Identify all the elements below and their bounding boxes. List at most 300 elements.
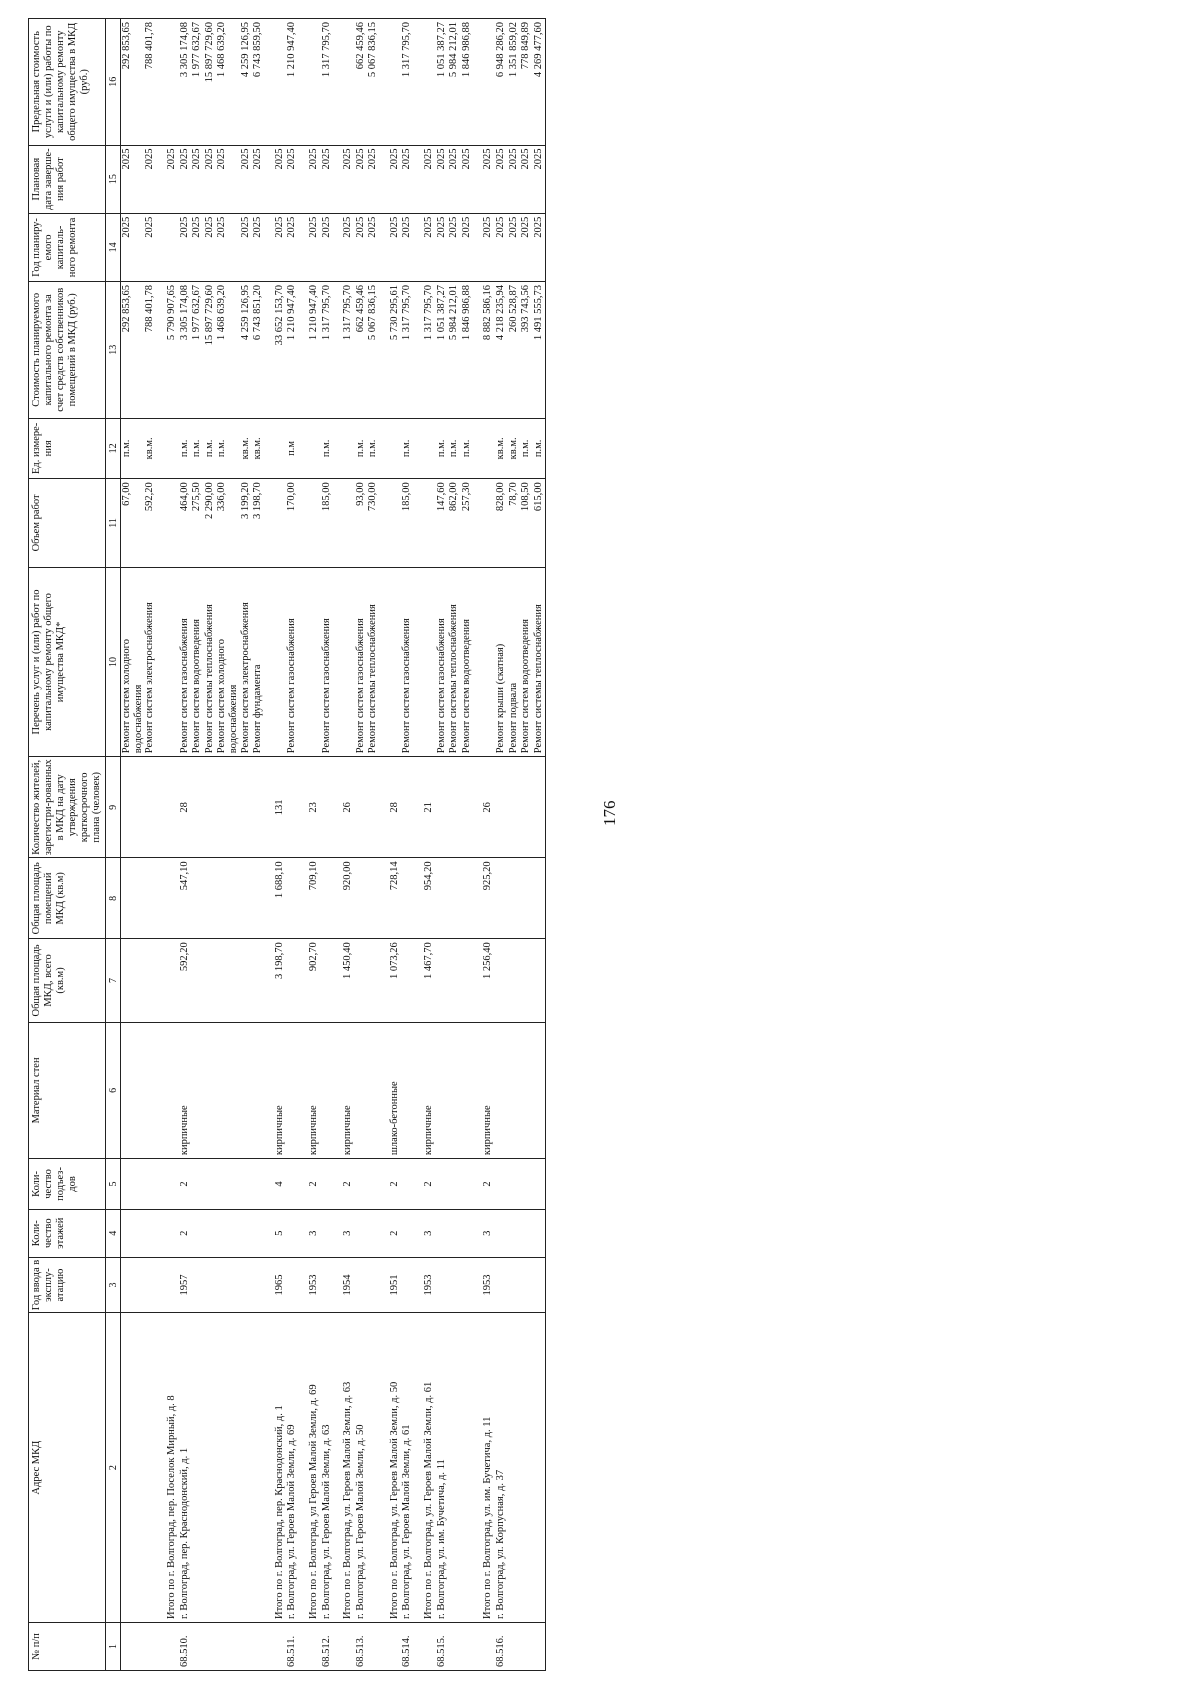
table-row (482, 19, 495, 1671)
cell-col-9 (286, 757, 299, 858)
colnum-15: 15 (106, 145, 121, 213)
spacer-cell (299, 1159, 308, 1210)
cell-col-2: г. Волгоград, ул. Героев Малой Земли, д. 61 (401, 1313, 414, 1623)
cell-col-10: Ремонт системы теплоснабжения (204, 567, 217, 757)
cell-col-9 (461, 757, 474, 858)
cell-col-3 (252, 1257, 265, 1313)
spacer-cell (265, 757, 274, 858)
cell-col-1 (423, 1622, 436, 1670)
cell-col-8 (252, 858, 265, 939)
cell-col-9: 28 (179, 757, 192, 858)
table-row (166, 19, 179, 1671)
cell-col-10 (308, 567, 321, 757)
cell-col-5: 2 (179, 1159, 192, 1210)
cell-col-1: 68.511. (286, 1622, 299, 1670)
cell-col-4 (448, 1209, 461, 1257)
cell-col-7: 3 198,70 (274, 939, 287, 1022)
cell-col-3: 1953 (482, 1257, 495, 1313)
cell-col-16: 1 351 859,02 (508, 19, 521, 146)
cell-col-7 (533, 939, 546, 1022)
cell-col-15: 2025 (274, 145, 287, 213)
cell-col-4: 2 (179, 1209, 192, 1257)
cell-col-11: 2 290,00 (204, 479, 217, 567)
cell-col-4 (240, 1209, 253, 1257)
cell-col-4: 3 (308, 1209, 321, 1257)
cell-col-7 (144, 939, 157, 1022)
cell-col-6: кирпичные (274, 1022, 287, 1159)
cell-col-6: кирпичные (423, 1022, 436, 1159)
cell-col-14: 2025 (423, 213, 436, 281)
cell-col-4 (436, 1209, 449, 1257)
cell-col-7: 902,70 (308, 939, 321, 1022)
cell-col-2: г. Волгоград, ул. Героев Малой Земли, д. 50 (355, 1313, 368, 1623)
spacer-cell (265, 939, 274, 1022)
cell-col-16: 4 259 126,95 (240, 19, 253, 146)
spacer-cell (265, 1313, 274, 1623)
cell-col-15: 2025 (121, 145, 145, 213)
cell-col-3: 1954 (342, 1257, 355, 1313)
cell-col-4 (461, 1209, 474, 1257)
cell-col-14: 2025 (389, 213, 402, 281)
cell-col-15: 2025 (342, 145, 355, 213)
cell-col-16: 788 401,78 (144, 19, 157, 146)
cell-col-12: п.м. (367, 418, 380, 479)
cell-col-12: п.м. (191, 418, 204, 479)
cell-col-12: п.м. (533, 418, 546, 479)
cell-col-3 (508, 1257, 521, 1313)
cell-col-11: 275,50 (191, 479, 204, 567)
cell-col-13: 5 790 907,65 (166, 282, 179, 419)
table-row (144, 19, 157, 1671)
header-7: Общая площадь МКД, всего (кв.м) (29, 939, 106, 1022)
cell-col-16: 1 468 639,20 (216, 19, 239, 146)
header-11: Объем работ (29, 479, 106, 567)
header-8: Общая площадь помещений МКД (кв.м) (29, 858, 106, 939)
spacer-cell (299, 19, 308, 146)
spacer-cell (265, 1257, 274, 1313)
table-row (321, 19, 334, 1671)
cell-col-14: 2025 (461, 213, 474, 281)
table-row (423, 19, 436, 1671)
spacer-cell (414, 1313, 423, 1623)
cell-col-15: 2025 (482, 145, 495, 213)
cell-col-9 (166, 757, 179, 858)
spacer-cell (414, 282, 423, 419)
spacer-cell (265, 858, 274, 939)
cell-col-14 (166, 213, 179, 281)
cell-col-8 (401, 858, 414, 939)
spacer-cell (473, 939, 482, 1022)
cell-col-8 (367, 858, 380, 939)
spacer-cell (157, 145, 166, 213)
header-9: Количество жителей, зарегистри-рованных в МКД на дату утверждения краткосрочного плана (человек) (29, 757, 106, 858)
spacer-cell (414, 19, 423, 146)
cell-col-8: 547,10 (179, 858, 192, 939)
cell-col-15: 2025 (240, 145, 253, 213)
cell-col-7: 1 073,26 (389, 939, 402, 1022)
cell-col-8 (121, 858, 145, 939)
cell-col-11: 828,00 (495, 479, 508, 567)
cell-col-7 (520, 939, 533, 1022)
spacer-cell (157, 1313, 166, 1623)
spacer-cell (265, 1022, 274, 1159)
cell-col-13: 1 051 387,27 (436, 282, 449, 419)
cell-col-6 (121, 1022, 145, 1159)
colnum-5: 5 (106, 1159, 121, 1210)
cell-col-13: 5 067 836,15 (367, 282, 380, 419)
cell-col-12 (166, 418, 179, 479)
colnum-9: 9 (106, 757, 121, 858)
spacer-cell (473, 1159, 482, 1210)
cell-col-4 (252, 1209, 265, 1257)
cell-col-8 (144, 858, 157, 939)
cell-col-7 (401, 939, 414, 1022)
cell-col-8 (355, 858, 368, 939)
cell-col-2: Итого по г. Волгоград, ул. Героев Малой Земли, д. 50 (389, 1313, 402, 1623)
cell-col-16 (274, 19, 287, 146)
cell-col-4 (321, 1209, 334, 1257)
header-5: Коли-чество подъез-дов (29, 1159, 106, 1210)
cell-col-2 (252, 1313, 265, 1623)
cell-col-1: 68.510. (179, 1622, 192, 1670)
cell-col-7 (436, 939, 449, 1022)
spacer-cell (473, 282, 482, 419)
cell-col-2: Итого по г. Волгоград, пер. Краснодонский, д. 1 (274, 1313, 287, 1623)
cell-col-1 (367, 1622, 380, 1670)
cell-col-1 (342, 1622, 355, 1670)
cell-col-4 (520, 1209, 533, 1257)
cell-col-1 (482, 1622, 495, 1670)
cell-col-14: 2025 (367, 213, 380, 281)
cell-col-1 (240, 1622, 253, 1670)
cell-col-15: 2025 (436, 145, 449, 213)
cell-col-3 (461, 1257, 474, 1313)
cell-col-11: 147,60 (436, 479, 449, 567)
spacer-row (414, 19, 423, 1671)
spacer-cell (380, 757, 389, 858)
cell-col-8: 728,14 (389, 858, 402, 939)
spacer-cell (414, 939, 423, 1022)
cell-col-4 (286, 1209, 299, 1257)
cell-col-8 (216, 858, 239, 939)
cell-col-1 (520, 1622, 533, 1670)
cell-col-14: 2025 (121, 213, 145, 281)
cell-col-10 (482, 567, 495, 757)
table-body (121, 19, 546, 1671)
cell-col-1: 68.516. (495, 1622, 508, 1670)
cell-col-1: 68.514. (401, 1622, 414, 1670)
spacer-cell (333, 1159, 342, 1210)
cell-col-14: 2025 (321, 213, 334, 281)
cell-col-9: 131 (274, 757, 287, 858)
spacer-cell (380, 858, 389, 939)
spacer-cell (299, 418, 308, 479)
cell-col-3: 1951 (389, 1257, 402, 1313)
spacer-cell (333, 479, 342, 567)
cell-col-14: 2025 (252, 213, 265, 281)
cell-col-14: 2025 (240, 213, 253, 281)
cell-col-5 (121, 1159, 145, 1210)
cell-col-5 (448, 1159, 461, 1210)
cell-col-3 (401, 1257, 414, 1313)
cell-col-13: 5 730 295,61 (389, 282, 402, 419)
cell-col-10: Ремонт систем газоснабжения (355, 567, 368, 757)
header-4: Коли-чество этажей (29, 1209, 106, 1257)
cell-col-12 (274, 418, 287, 479)
spacer-cell (265, 1209, 274, 1257)
cell-col-9 (191, 757, 204, 858)
cell-col-8 (240, 858, 253, 939)
cell-col-2: Итого по г. Волгоград, ул. им. Бучетича, д. 11 (482, 1313, 495, 1623)
cell-col-15: 2025 (144, 145, 157, 213)
cell-col-12 (308, 418, 321, 479)
cell-col-13: 662 459,46 (355, 282, 368, 419)
cell-col-10 (389, 567, 402, 757)
header-3: Год ввода в эксплу-атацию (29, 1257, 106, 1313)
cell-col-15: 2025 (179, 145, 192, 213)
cell-col-13: 260 528,87 (508, 282, 521, 419)
cell-col-6 (436, 1022, 449, 1159)
spacer-cell (380, 1622, 389, 1670)
cell-col-16: 1 210 947,40 (286, 19, 299, 146)
spacer-row (333, 19, 342, 1671)
cell-col-11: 3 198,70 (252, 479, 265, 567)
cell-col-13: 788 401,78 (144, 282, 157, 419)
spacer-cell (473, 145, 482, 213)
table-row (252, 19, 265, 1671)
cell-col-5: 2 (389, 1159, 402, 1210)
cell-col-2 (461, 1313, 474, 1623)
cell-col-4 (533, 1209, 546, 1257)
colnum-12: 12 (106, 418, 121, 479)
cell-col-4 (121, 1209, 145, 1257)
cell-col-9 (520, 757, 533, 858)
cell-col-6: кирпичные (342, 1022, 355, 1159)
spacer-cell (414, 567, 423, 757)
cell-col-2 (216, 1313, 239, 1623)
cell-col-8 (508, 858, 521, 939)
cell-col-15: 2025 (367, 145, 380, 213)
cell-col-9: 28 (389, 757, 402, 858)
cell-col-11: 185,00 (401, 479, 414, 567)
cell-col-13: 292 853,65 (121, 282, 145, 419)
cell-col-16: 6 743 859,50 (252, 19, 265, 146)
cell-col-3 (216, 1257, 239, 1313)
cell-col-2 (367, 1313, 380, 1623)
spacer-cell (265, 19, 274, 146)
spacer-cell (380, 1313, 389, 1623)
cell-col-7 (495, 939, 508, 1022)
cell-col-1: 68.515. (436, 1622, 449, 1670)
spacer-cell (414, 1257, 423, 1313)
cell-col-3 (286, 1257, 299, 1313)
cell-col-9 (321, 757, 334, 858)
spacer-cell (299, 858, 308, 939)
spacer-cell (473, 1313, 482, 1623)
cell-col-16: 1 051 387,27 (436, 19, 449, 146)
spacer-row (157, 19, 166, 1671)
cell-col-12: п.м. (448, 418, 461, 479)
spacer-cell (473, 1622, 482, 1670)
header-6: Материал стен (29, 1022, 106, 1159)
cell-col-5 (367, 1159, 380, 1210)
cell-col-15: 2025 (191, 145, 204, 213)
cell-col-6: кирпичные (482, 1022, 495, 1159)
table-row (495, 19, 508, 1671)
cell-col-3 (367, 1257, 380, 1313)
cell-col-10: Ремонт систем газоснабжения (401, 567, 414, 757)
table-row (121, 19, 145, 1671)
cell-col-12: п.м. (179, 418, 192, 479)
spacer-cell (473, 418, 482, 479)
cell-col-10 (274, 567, 287, 757)
cell-col-1 (308, 1622, 321, 1670)
cell-col-9 (240, 757, 253, 858)
cell-col-4: 3 (482, 1209, 495, 1257)
header-2: Адрес МКД (29, 1313, 106, 1623)
cell-col-8 (533, 858, 546, 939)
cell-col-6 (367, 1022, 380, 1159)
cell-col-13: 4 259 126,95 (240, 282, 253, 419)
cell-col-9 (448, 757, 461, 858)
cell-col-12: кв.м. (495, 418, 508, 479)
colnum-16: 16 (106, 19, 121, 146)
cell-col-13: 1 317 795,70 (423, 282, 436, 419)
cell-col-13: 5 984 212,01 (448, 282, 461, 419)
cell-col-3: 1953 (308, 1257, 321, 1313)
cell-col-14: 2025 (308, 213, 321, 281)
cell-col-3: 1965 (274, 1257, 287, 1313)
cell-col-11: 93,00 (355, 479, 368, 567)
cell-col-2 (144, 1313, 157, 1623)
cell-col-11 (389, 479, 402, 567)
table-row (448, 19, 461, 1671)
cell-col-15: 2025 (216, 145, 239, 213)
cell-col-16: 15 897 729,60 (204, 19, 217, 146)
cell-col-14: 2025 (495, 213, 508, 281)
cell-col-2: г. Волгоград, ул. Корпусная, д. 37 (495, 1313, 508, 1623)
cell-col-11: 108,50 (520, 479, 533, 567)
header-12: Ед. измере-ния (29, 418, 106, 479)
cell-col-14: 2025 (179, 213, 192, 281)
cell-col-5 (461, 1159, 474, 1210)
spacer-cell (414, 1022, 423, 1159)
spacer-cell (473, 213, 482, 281)
spacer-cell (333, 19, 342, 146)
cell-col-8 (448, 858, 461, 939)
cell-col-8: 920,00 (342, 858, 355, 939)
cell-col-6 (216, 1022, 239, 1159)
spacer-cell (414, 858, 423, 939)
cell-col-10: Ремонт крыши (скатная) (495, 567, 508, 757)
table-row (179, 19, 192, 1671)
spacer-cell (157, 418, 166, 479)
cell-col-12: кв.м. (252, 418, 265, 479)
cell-col-1 (216, 1622, 239, 1670)
cell-col-16: 5 067 836,15 (367, 19, 380, 146)
cell-col-14: 2025 (533, 213, 546, 281)
cell-col-5 (436, 1159, 449, 1210)
cell-col-12: п.м. (401, 418, 414, 479)
cell-col-13: 15 897 729,60 (204, 282, 217, 419)
cell-col-14: 2025 (355, 213, 368, 281)
cell-col-16: 1 317 795,70 (401, 19, 414, 146)
spacer-cell (265, 213, 274, 281)
spacer-cell (380, 213, 389, 281)
column-number-row (106, 19, 121, 1671)
cell-col-12: п.м. (461, 418, 474, 479)
cell-col-11: 67,00 (121, 479, 145, 567)
cell-col-13: 8 882 586,16 (482, 282, 495, 419)
cell-col-8 (286, 858, 299, 939)
cell-col-10: Ремонт систем водоотведения (191, 567, 204, 757)
cell-col-12: п.м. (355, 418, 368, 479)
cell-col-13: 33 652 153,70 (274, 282, 287, 419)
table-row (508, 19, 521, 1671)
spacer-cell (299, 479, 308, 567)
spacer-cell (333, 757, 342, 858)
cell-col-6 (191, 1022, 204, 1159)
cell-col-10: Ремонт систем газоснабжения (286, 567, 299, 757)
cell-col-10: Ремонт систем водоотведения (461, 567, 474, 757)
cell-col-7 (204, 939, 217, 1022)
cell-col-9 (355, 757, 368, 858)
cell-col-10 (342, 567, 355, 757)
colnum-8: 8 (106, 858, 121, 939)
cell-col-5 (144, 1159, 157, 1210)
header-13: Стоимость планируемого капитального ремонта за счет средств собственников помещений в МКД (руб.) (29, 282, 106, 419)
cell-col-7 (508, 939, 521, 1022)
spacer-cell (380, 19, 389, 146)
cell-col-15: 2025 (321, 145, 334, 213)
cell-col-15: 2025 (389, 145, 402, 213)
cell-col-1 (252, 1622, 265, 1670)
spacer-cell (265, 1159, 274, 1210)
cell-col-5: 4 (274, 1159, 287, 1210)
cell-col-9 (367, 757, 380, 858)
table-row (286, 19, 299, 1671)
colnum-13: 13 (106, 282, 121, 419)
cell-col-2 (240, 1313, 253, 1623)
cell-col-10: Ремонт систем холодного водоснабжения (216, 567, 239, 757)
cell-col-5: 2 (308, 1159, 321, 1210)
spacer-cell (414, 757, 423, 858)
cell-col-2: Итого по г. Волгоград, ул. Героев Малой Земли, д. 61 (423, 1313, 436, 1623)
cell-col-7 (216, 939, 239, 1022)
cell-col-16 (482, 19, 495, 146)
cell-col-13: 1 210 947,40 (308, 282, 321, 419)
cell-col-2 (448, 1313, 461, 1623)
cell-col-2 (508, 1313, 521, 1623)
cell-col-5 (286, 1159, 299, 1210)
cell-col-14: 2025 (482, 213, 495, 281)
spacer-cell (265, 418, 274, 479)
cell-col-4 (401, 1209, 414, 1257)
cell-col-6 (144, 1022, 157, 1159)
spacer-cell (299, 1622, 308, 1670)
cell-col-5 (520, 1159, 533, 1210)
cell-col-8: 1 688,10 (274, 858, 287, 939)
cell-col-16: 662 459,46 (355, 19, 368, 146)
spacer-cell (265, 479, 274, 567)
spacer-cell (333, 213, 342, 281)
spacer-cell (299, 145, 308, 213)
spacer-cell (265, 1622, 274, 1670)
spacer-cell (380, 479, 389, 567)
cell-col-5 (204, 1159, 217, 1210)
cell-col-4 (508, 1209, 521, 1257)
cell-col-2: Итого по г. Волгоград, ул. Героев Малой Земли, д. 63 (342, 1313, 355, 1623)
